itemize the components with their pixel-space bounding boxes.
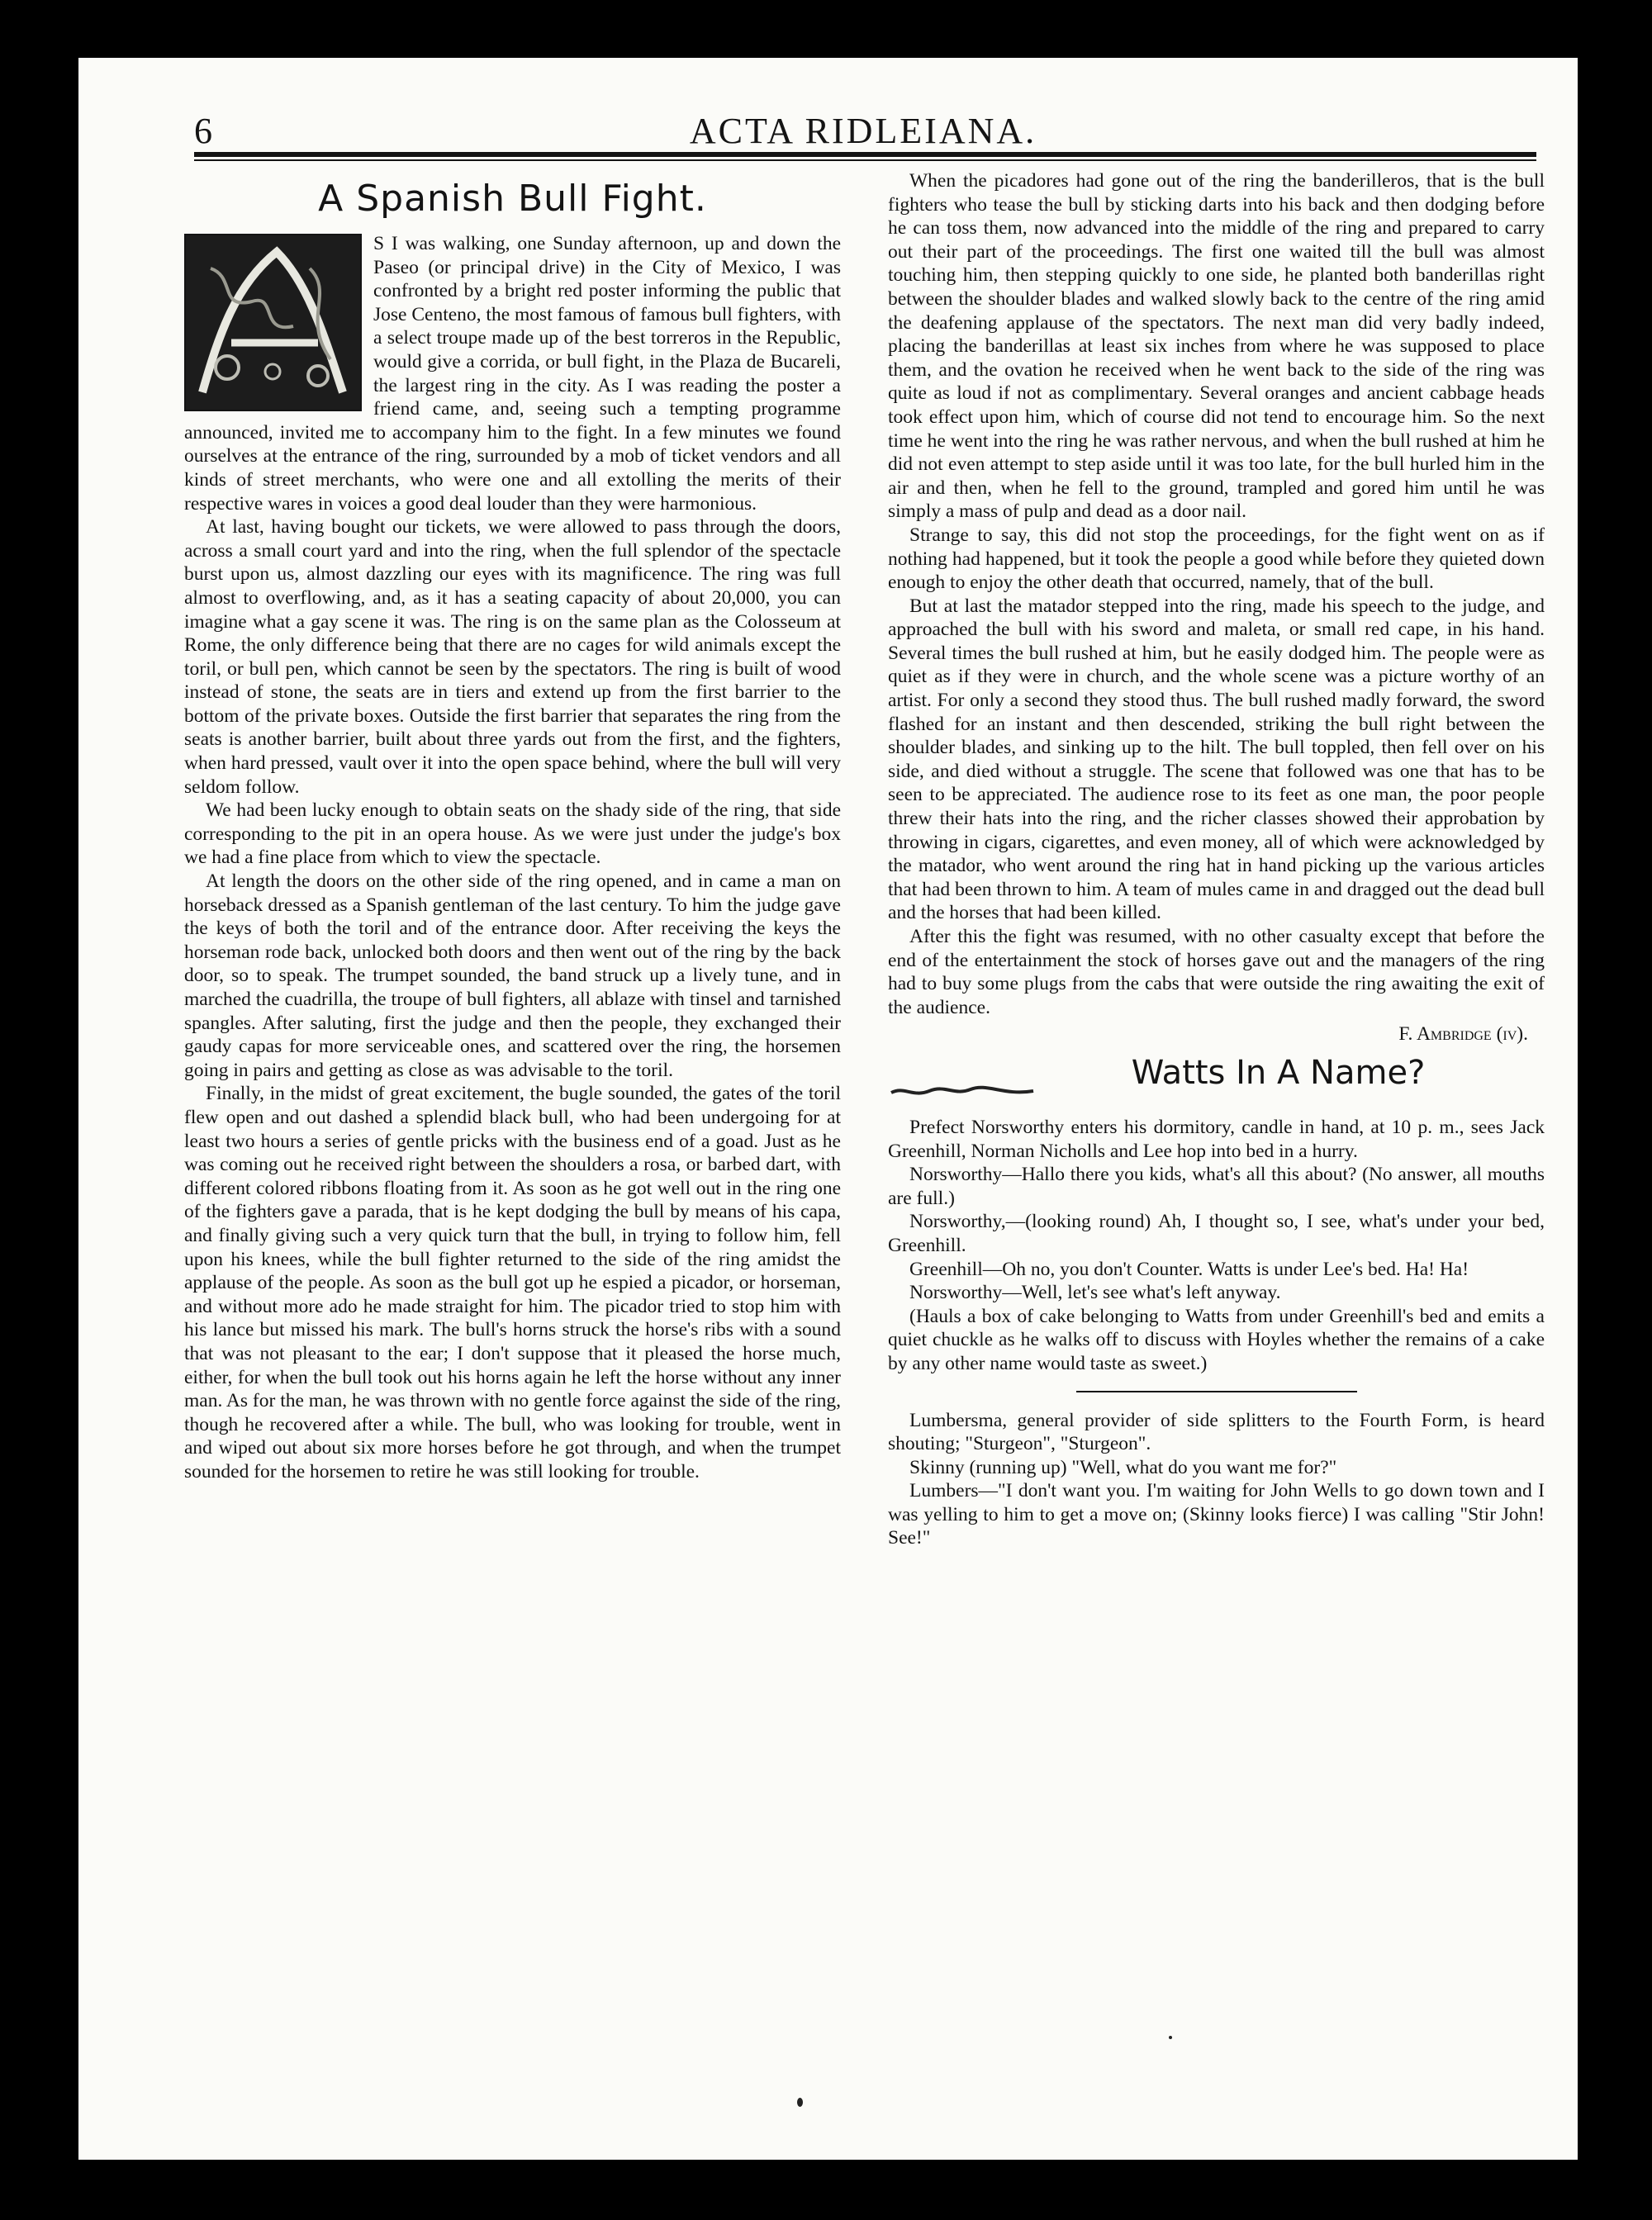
article1-paragraph: When the picadores had gone out of the ring the banderilleros, that is the bull fighters who tease the bull by sticking darts into his back and then dodging before he can toss them, now advanced into the middle of the ring and prepared to carry out their part of the proceedings. The first one waited till the bull was almost touching him, then stepping quickly to one side, he planted both banderillas right between the shoulder blades and walked slowly back to the centre of the ring amid the deafening applause of the spectators. The next man did very badly indeed, placing the banderillas at least six inches from where he was supposed to place them, and the ovation he received when he went back to the side of the ring was quite as loud if not as complimentary. Several oranges and ancient cabbage heads took effect upon him, which of course did not tend to encourage him. So the next time he went into the ring he was rather nervous, and when the bull rushed at him he did not even attempt to step aside until it was too late, for the bull hurled him in the air and then, when he fell to the ground, trampled and gored him until he was simply a mass of pulp and dead as a door nail. — [888, 170, 1545, 523]
article3-paragraph: Lumbers—"I don't want you. I'm waiting for John Wells to go down town and I was yelling to him to get a move on; (Skinny looks fierce) I was calling "Stir John! See!" — [888, 1480, 1545, 1549]
article2-paragraph: (Hauls a box of cake belonging to Watts from under Greenhill's bed and emits a quiet chuckle as he walks off to discuss with Hoyles whether the remains of a cake by any other name would taste as sweet.) — [888, 1305, 1545, 1374]
article1-paragraph: At length the doors on the other side of the ring opened, and in came a man on horseback dressed as a Spanish gentleman of the last century. To him the judge gave the keys of both the toril and of the entrance door. After receiving the keys the horseman rode back, unlocked both doors and then went out of the ring by the back door, so to speak. The trumpet sounded, the band struck up a lively tune, and in marched the cuadrilla, the troupe of bull fighters, all ablaze with tinsel and tarnished spangles. After saluting, first the judge and then the people, they exchanged their gaudy capas for more serviceable ones, and scattered over the ring, the horsemen going in pairs and getting as close as was advisable to the toril. — [184, 870, 841, 1081]
article2-paragraph: Prefect Norsworthy enters his dormitory, candle in hand, at 10 p. m., sees Jack Greenhill, Norman Nicholls and Lee hop into bed in a hurry. — [888, 1116, 1545, 1162]
article-title-watts: Watts In A Name? — [1131, 1053, 1426, 1092]
section-divider — [1076, 1391, 1357, 1392]
newspaper-page — [78, 58, 1578, 2160]
article1-paragraph: But at last the matador stepped into the ring, made his speech to the judge, and approached the bull with his sword and maleta, or small red cape, in his hand. Several times the bull rushed at him, but he easily dodged him. The people were as quiet as if they were in church, and the whole scene was a picture worthy of an artist. For only a second they stood thus. The bull rushed madly forward, the sword flashed for an instant and then descended, striking the bull right between the shoulder blades, and sinking up to the hilt. The bull toppled, then fell over on his side, and died without a struggle. The scene that followed was one that has to be seen to be appreciated. The audience rose to its feet as one man, the poor people threw their hats into the ring, and the richer classes showed their approbation by throwing in cigars, cigarettes, and even money, all of which were acknowledged by the matador, who went around the ring hat in hand picking up the various articles that had been thrown to him. A team of mules came in and dragged out the dead bull and the horses that had been killed. — [888, 595, 1545, 924]
article3-paragraph: Lumbersma, general provider of side splitters to the Fourth Form, is heard shouting; "Sturgeon", "Sturgeon". — [888, 1409, 1545, 1455]
article1-paragraph: After this the fight was resumed, with no other casualty except that before the end of the entertainment the stock of horses gave out and the managers of the ring had to buy some plugs from the cabs that were outside the ring awaiting the exit of the audience. — [888, 926, 1545, 1018]
article1-paragraph: Strange to say, this did not stop the proceedings, for the fight went on as if nothing had happened, but it took the people a good while before they quieted down enough to enjoy the other death that occurred, namely, that of the bull. — [888, 524, 1545, 594]
article2-paragraph: Greenhill—Oh no, you don't Counter. Watts is under Lee's bed. Ha! Ha! — [909, 1258, 1469, 1280]
right-column — [888, 169, 1545, 1550]
print-speck — [797, 2098, 803, 2107]
running-title: ACTA RIDLEIANA. — [689, 111, 1037, 151]
ornament-icon — [186, 235, 360, 410]
article1-paragraph: We had been lucky enough to obtain seats on the shady side of the ring, that side corresponding to the pit in an opera house. As we were just under the judge's box we had a fine place from which to view the spectacle. — [184, 799, 841, 869]
article2-paragraph: Norsworthy—Hallo there you kids, what's all this about? (No answer, all mouths are full.) — [888, 1164, 1545, 1209]
header-rule — [194, 152, 1536, 157]
article2-paragraph: Norsworthy—Well, let's see what's left anyway. — [909, 1282, 1281, 1304]
article-byline: F. Ambridge (iv). — [1398, 1023, 1528, 1046]
page-header — [194, 103, 1532, 178]
print-speck — [1169, 2036, 1172, 2039]
article1-paragraph: At last, having bought our tickets, we were allowed to pass through the doors, across a small court yard and into the ring, when the full splendor of the spectacle burst upon us, almost dazzling our eyes with its magnificence. The ring was full almost to overflowing, and, as it has a seating capacity of about 20,000, you can imagine what a gay scene it was. The ring is on the same plan as the Colosseum at Rome, the only difference being that there are no cages for wild animals except the toril, or bull pen, which cannot be seen by the spectators. The ring is built of wood instead of stone, the seats are in tiers and extend up from the first barrier to the bottom of the private boxes. Outside the first barrier that separates the ring from the seats is another barrier, built about three yards out from the first, and the fighters, when hard pressed, vault over it into the open space behind, where the bull will very seldom follow. — [184, 516, 841, 798]
section-header — [888, 1053, 1545, 1111]
article-title-bull-fight: A Spanish Bull Fight. — [318, 178, 707, 220]
scribble-ornament-icon — [888, 1083, 1037, 1101]
article1-paragraph: S I was walking, one Sunday afternoon, up and down the Paseo (or principal drive) in the City of Mexico, I was confronted by a bright red poster informing the public that Jose Centeno, the most famous of famous bull fighters, with a select troupe made up of the best torreros in the Republic, would give a corrida, or bull fight, in the Plaza de Bucareli, the largest ring in the city. As I was reading the poster a friend came, and, seeing such a tempting programme announced, invited me to accompany him to the fight. In a few minutes we found ourselves at the entrance of the ring, surrounded by a mob of ticket vendors and all kinds of street merchants, who were one and all extolling the merits of their respective wares in voices a good deal louder than they were harmonious. — [184, 233, 841, 515]
header-rule-thin — [194, 159, 1536, 161]
left-column — [184, 169, 841, 1483]
article1-paragraph: Finally, in the midst of great excitement, the bugle sounded, the gates of the toril flew open and out dashed a splendid black bull, who had been undergoing for at least two hours a series of gentle pricks with the business end of a goad. Just as he was coming out he received right between the shoulders a rosa, or barbed dart, with different colored ribbons floating from it. As soon as he got well out in the ring one of the fighters gave a parada, that is he kept dodging the bull by means of his capa, and finally giving such a very quick turn that the bull, in trying to follow him, fell upon his knees, while the bull fighter returned to the side of the ring amidst the applause of the people. As soon as the bull got up he espied a picador, or horseman, and without more ado he made straight for him. The picador tried to stop him with his lance but missed his mark. The bull's horns struck the horse's ribs with a sound that was not pleasant to the ear; I don't suppose that it pleased the horse much, either, for when the bull took out his horns again he left the horse without any inner man. As for the man, he was thrown with no gentle force against the side of the ring, though he recovered after a while. The bull, who was looking for trouble, went in and wiped out about six more horses before he got through, and when the trumpet sounded for the horsemen to retire he was still looking for trouble. — [184, 1083, 841, 1482]
article3-paragraph: Skinny (running up) "Well, what do you want me for?" — [909, 1456, 1337, 1478]
article2-paragraph: Norsworthy,—(looking round) Ah, I thought so, I see, what's under your bed, Greenhill. — [888, 1211, 1545, 1256]
drop-cap-ornament — [184, 234, 362, 411]
page-number: 6 — [194, 111, 212, 151]
